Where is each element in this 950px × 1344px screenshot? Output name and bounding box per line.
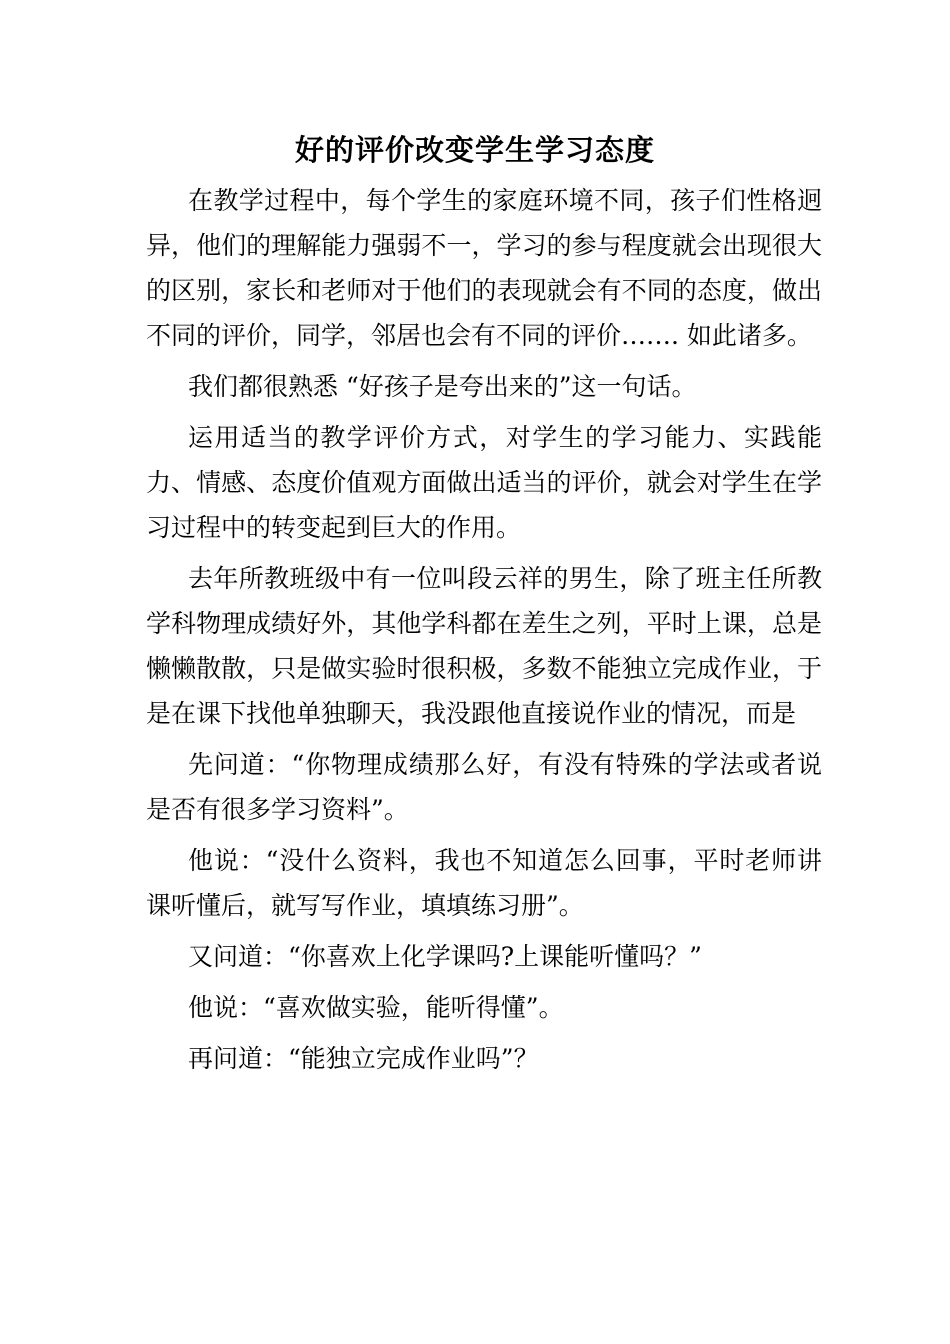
paragraph: 他说：“没什么资料，我也不知道怎么回事，平时老师讲课听懂后，就写写作业，填填练习册”。 bbox=[146, 846, 822, 920]
paragraph: 运用适当的教学评价方式，对学生的学习能力、实践能力、情感、态度价值观方面做出适当的评价，就会对学生在学习过程中的转变起到巨大的作用。 bbox=[146, 423, 822, 542]
document-title: 好的评价改变学生学习态度 bbox=[294, 133, 655, 167]
paragraph: 他说：“喜欢做实验，能听得懂”。 bbox=[188, 993, 564, 1022]
paragraph: 又问道：“你喜欢上化学课吗?上课能听懂吗？” bbox=[188, 942, 702, 971]
paragraph: 在教学过程中，每个学生的家庭环境不同，孩子们性格迥异，他们的理解能力强弱不一，学习的参与程度就会出现很大的区别，家长和老师对于他们的表现就会有不同的态度，做出不同的评价，同学，邻居也会有不同的评价……. 如此诸多。 bbox=[146, 186, 822, 350]
paragraph: 我们都很熟悉 “好孩子是夸出来的”这一句话。 bbox=[188, 372, 697, 401]
paragraph: 去年所教班级中有一位叫段云祥的男生，除了班主任所教学科物理成绩好外，其他学科都在差生之列，平时上课，总是懒懒散散，只是做实验时很积极，多数不能独立完成作业，于是在课下找他单独聊天，我没跟他直接说作业的情况，而是 bbox=[146, 564, 822, 728]
document-body bbox=[146, 178, 822, 1087]
paragraph: 先问道：“你物理成绩那么好，有没有特殊的学法或者说是否有很多学习资料”。 bbox=[146, 750, 822, 824]
paragraph: 再问道：“能独立完成作业吗”？ bbox=[188, 1044, 539, 1073]
